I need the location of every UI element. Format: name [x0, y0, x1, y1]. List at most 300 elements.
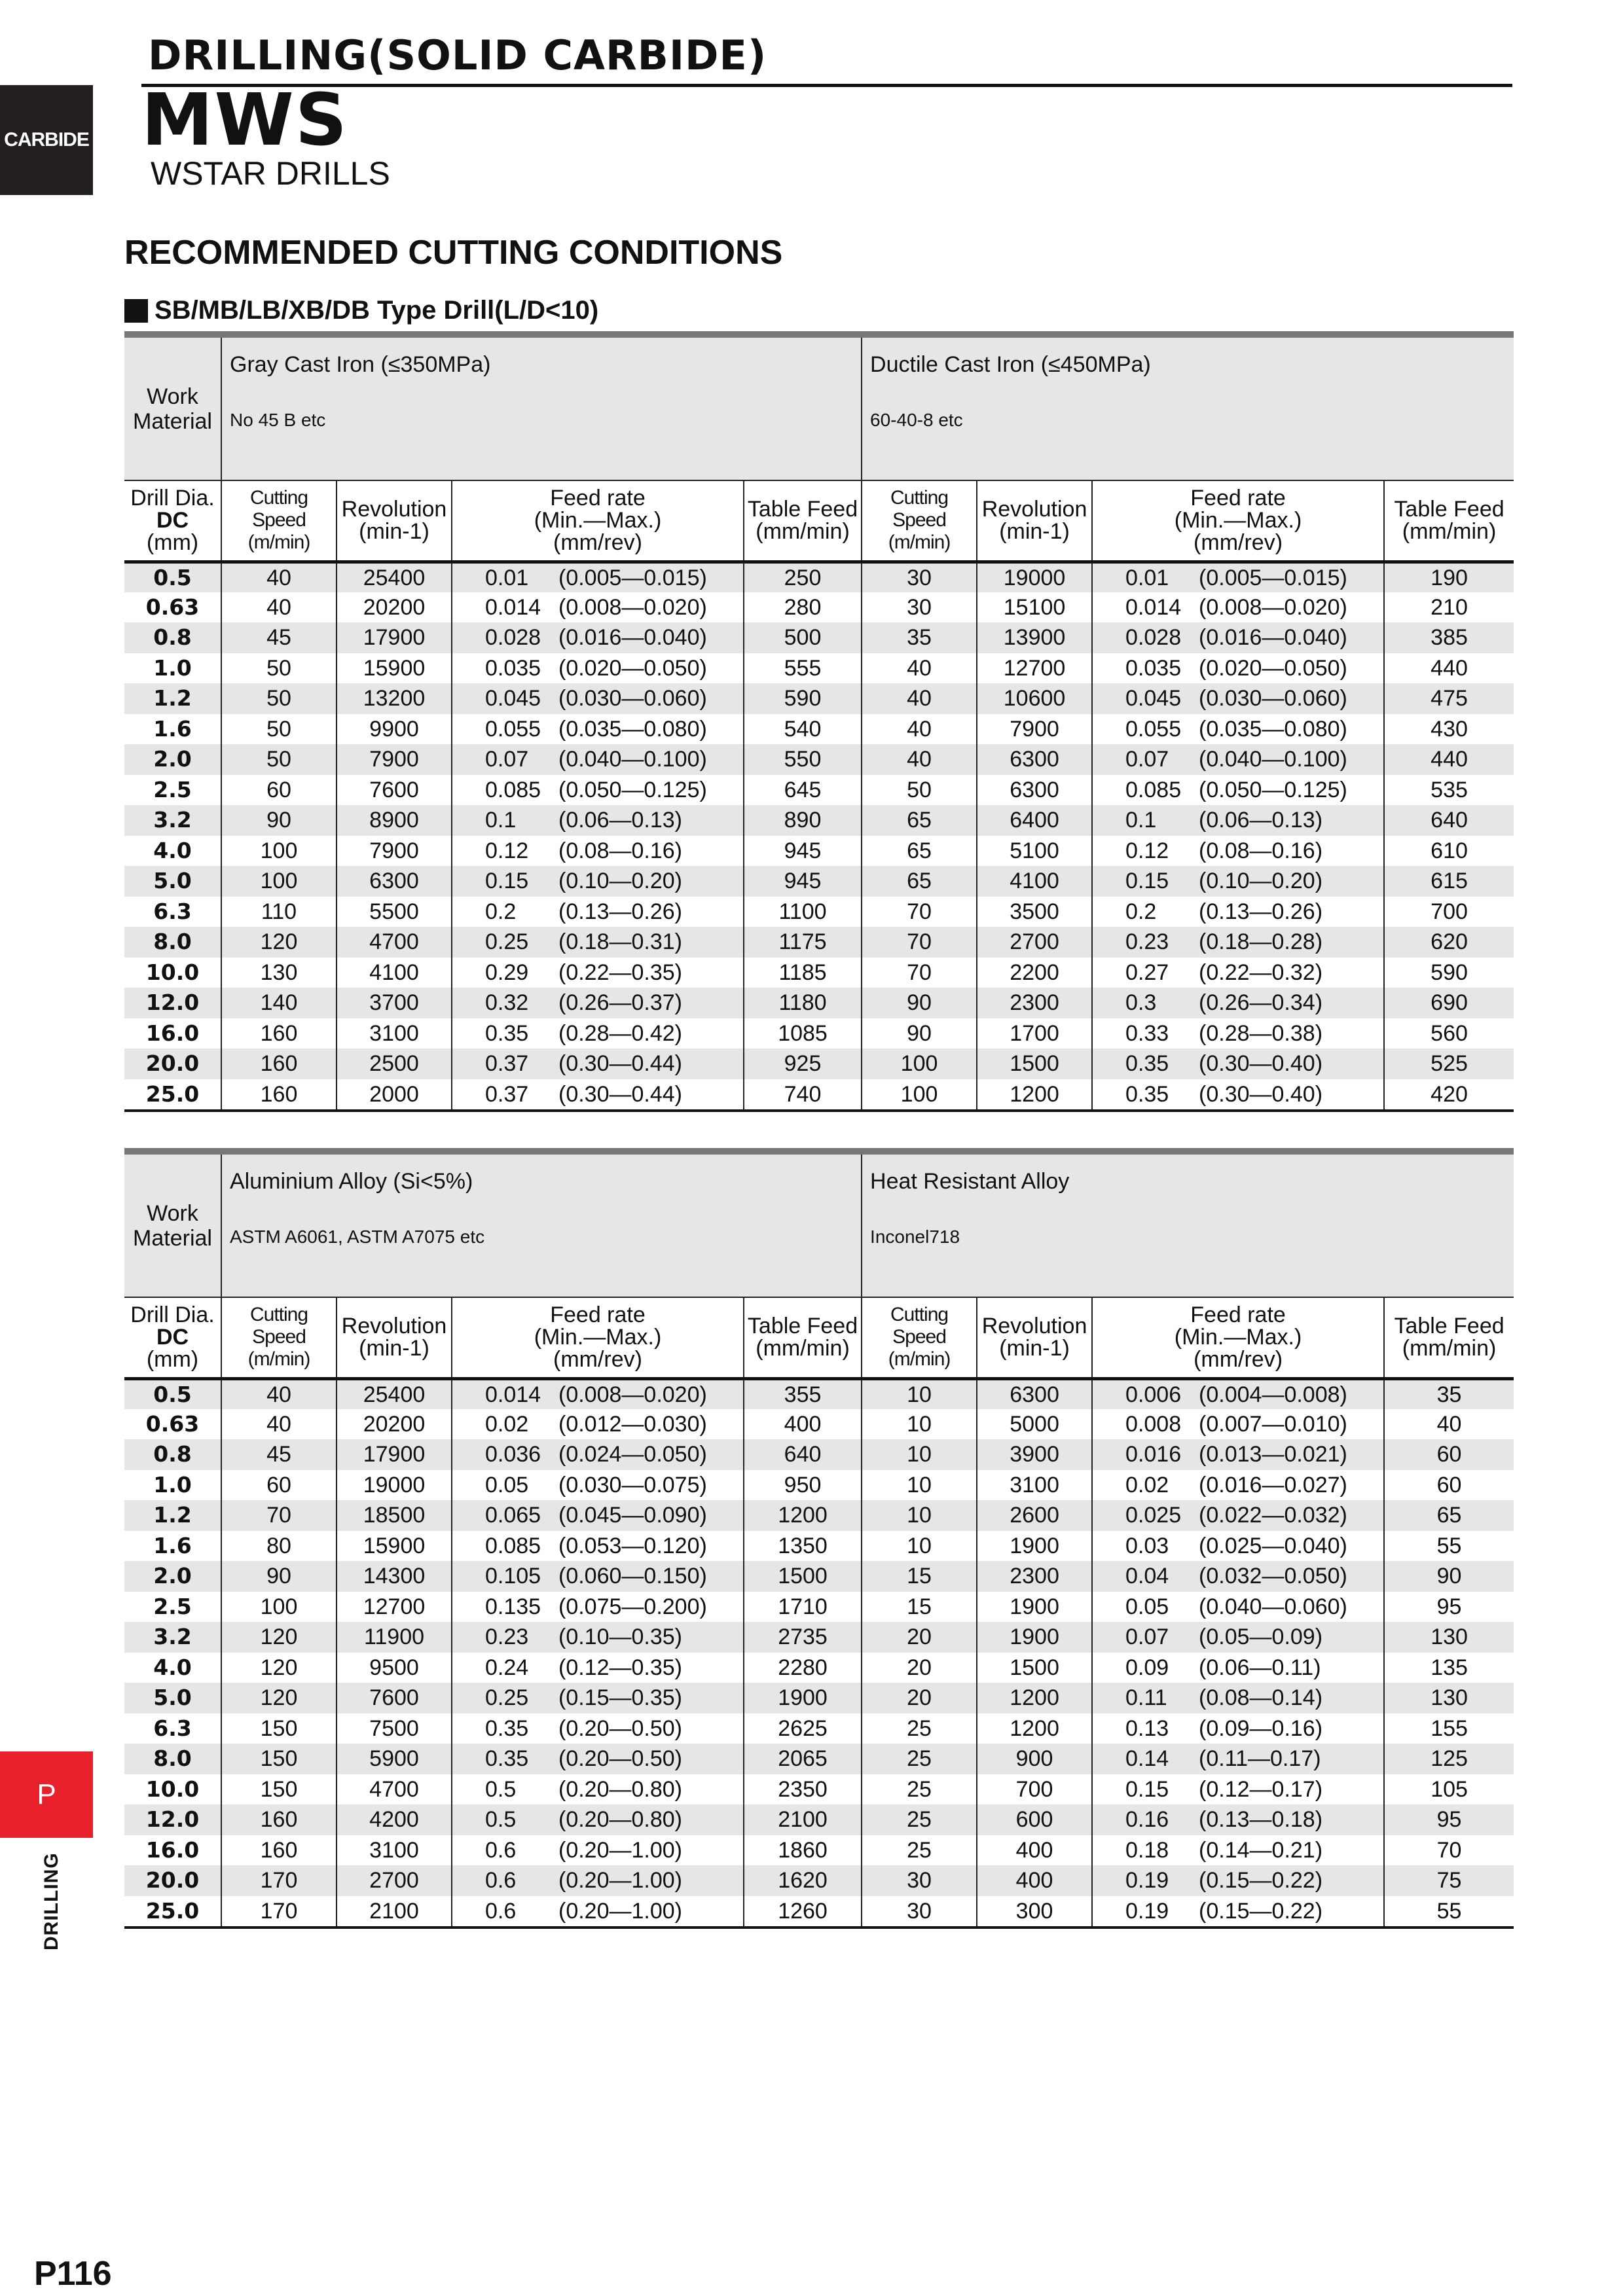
cutting-speed-cell: 10	[862, 1531, 977, 1562]
table-row	[124, 622, 1514, 653]
revolution-cell: 1500	[977, 1049, 1092, 1079]
conditions-table	[124, 338, 1514, 1109]
material-example: ASTM A6061, ASTM A7075 etc	[230, 1227, 485, 1247]
table-feed-header	[744, 1297, 862, 1378]
feed-rate-range: (0.22—0.35)	[558, 960, 682, 985]
table-row	[124, 1713, 1514, 1744]
feed-rate-value: 0.27	[1125, 960, 1169, 985]
feed-rate-value: 0.14	[1125, 1746, 1169, 1772]
table-row	[124, 1409, 1514, 1440]
product-code: MWS	[141, 78, 349, 162]
feed-rate-value: 0.055	[485, 716, 541, 742]
table-row	[124, 1079, 1514, 1110]
table-feed-cell: 1175	[744, 927, 862, 958]
table-feed-cell: 615	[1384, 866, 1514, 897]
table-row	[124, 683, 1514, 714]
drill-dia-cell: 25.0	[124, 1079, 221, 1110]
table-bottom-rule	[124, 1109, 1514, 1112]
table-feed-cell: 590	[1431, 960, 1468, 985]
revolution-cell: 15900	[337, 653, 452, 684]
cutting-speed-cell: 30	[862, 592, 977, 623]
feed-rate-range: (0.022—0.032)	[1199, 1503, 1347, 1528]
feed-rate-header-line: (Min.—Max.)	[1174, 508, 1302, 533]
table-feed-cell: 420	[1431, 1081, 1468, 1107]
drill-dia-cell: 8.0	[124, 927, 221, 958]
revolution-cell: 300	[977, 1896, 1092, 1927]
feed-rate-cell	[1092, 1409, 1384, 1440]
cutting-speed-cell: 100	[221, 836, 337, 867]
product-name: WSTAR DRILLS	[151, 155, 390, 192]
feed-rate-range: (0.14—0.21)	[1199, 1837, 1323, 1863]
work-material-row	[124, 338, 1514, 480]
feed-rate-value: 0.37	[485, 1051, 529, 1077]
revolution-cell: 7900	[337, 836, 452, 867]
feed-rate-header-line: Feed rate	[550, 486, 646, 511]
table-feed-cell: 1185	[744, 958, 862, 988]
feed-rate-value: 0.29	[485, 960, 529, 985]
feed-rate-cell	[1092, 927, 1384, 958]
feed-rate-range: (0.15—0.22)	[1199, 1868, 1323, 1893]
feed-rate-value: 0.085	[485, 777, 541, 802]
feed-rate-value: 0.24	[485, 1655, 529, 1680]
feed-rate-value: 0.6	[485, 1898, 517, 1924]
feed-rate-cell	[452, 988, 744, 1018]
table-feed-cell: 155	[1431, 1715, 1468, 1741]
revolution-cell: 25400	[337, 1378, 452, 1409]
table-feed-cell: 1710	[744, 1592, 862, 1623]
feed-rate-header-line: Feed rate	[1190, 1302, 1286, 1328]
feed-rate-cell	[452, 1561, 744, 1592]
revolution-cell: 1200	[977, 1683, 1092, 1713]
feed-rate-cell	[452, 1744, 744, 1774]
revolution-header	[977, 1297, 1092, 1378]
revolution-cell: 4700	[337, 927, 452, 958]
cutting-speed-cell: 15	[862, 1592, 977, 1623]
feed-rate-range: (0.13—0.26)	[1199, 899, 1323, 924]
drill-dia-cell: 1.6	[124, 1531, 221, 1562]
revolution-cell: 14300	[337, 1561, 452, 1592]
revolution-cell: 2300	[977, 1561, 1092, 1592]
table-row	[124, 562, 1514, 592]
feed-rate-range: (0.08—0.16)	[558, 838, 682, 863]
cutting-speed-cell: 70	[862, 958, 977, 988]
feed-rate-range: (0.040—0.100)	[558, 747, 707, 772]
feed-rate-value: 0.008	[1125, 1411, 1182, 1437]
revolution-cell: 9900	[337, 714, 452, 745]
cutting-speed-cell: 45	[221, 622, 337, 653]
feed-rate-range: (0.15—0.35)	[558, 1685, 682, 1711]
feed-rate-value: 0.15	[1125, 869, 1169, 894]
revolution-header	[977, 480, 1092, 562]
table-feed-header-line: (mm/min)	[756, 1336, 850, 1361]
feed-rate-range: (0.13—0.18)	[1199, 1807, 1323, 1833]
feed-rate-cell	[1092, 1622, 1384, 1653]
feed-rate-value: 0.23	[485, 1624, 529, 1650]
feed-rate-cell	[1092, 714, 1384, 745]
revolution-cell: 7500	[337, 1713, 452, 1744]
material-example: No 45 B etc	[230, 410, 326, 430]
cutting-speed-cell: 10	[862, 1409, 977, 1440]
feed-rate-range: (0.12—0.35)	[558, 1655, 682, 1680]
feed-rate-cell	[1092, 683, 1384, 714]
feed-rate-cell	[452, 775, 744, 806]
feed-rate-range: (0.10—0.20)	[1199, 869, 1323, 894]
cutting-speed-cell: 50	[862, 775, 977, 806]
feed-rate-cell	[1092, 1744, 1384, 1774]
table-feed-cell: 500	[744, 622, 862, 653]
feed-rate-header-line: (Min.—Max.)	[534, 508, 662, 533]
drill-dia-cell: 6.3	[124, 1713, 221, 1744]
feed-rate-range: (0.20—0.80)	[558, 1807, 682, 1833]
drill-dia-cell: 0.5	[124, 562, 221, 592]
revolution-cell: 5100	[977, 836, 1092, 867]
cutting-speed-cell: 10	[862, 1439, 977, 1470]
feed-rate-cell	[1092, 1470, 1384, 1501]
table-feed-header-line: (mm/min)	[1402, 519, 1497, 545]
feed-rate-cell	[452, 805, 744, 836]
cutting-speed-cell: 60	[221, 1470, 337, 1501]
feed-rate-header-line: (mm/rev)	[1194, 1347, 1283, 1372]
table-row	[124, 866, 1514, 897]
feed-rate-cell	[1092, 1500, 1384, 1531]
feed-rate-value: 0.036	[485, 1442, 541, 1467]
feed-rate-range: (0.050—0.125)	[1199, 777, 1347, 802]
table-feed-cell: 700	[1431, 899, 1468, 924]
revolution-cell: 400	[977, 1865, 1092, 1896]
revolution-cell: 3700	[337, 988, 452, 1018]
feed-rate-cell	[452, 653, 744, 684]
table-feed-cell: 35	[1384, 1378, 1514, 1409]
material-name: Ductile Cast Iron (≤450MPa)	[870, 352, 1151, 377]
feed-rate-range: (0.06—0.11)	[1199, 1655, 1321, 1680]
feed-rate-value: 0.25	[485, 1685, 529, 1711]
feed-rate-cell	[1092, 958, 1384, 988]
revolution-cell: 3100	[337, 1835, 452, 1866]
feed-rate-cell	[1092, 1653, 1384, 1683]
cutting-speed-cell: 90	[862, 988, 977, 1018]
feed-rate-range: (0.013—0.021)	[1199, 1442, 1347, 1467]
cutting-speed-cell: 130	[221, 958, 337, 988]
feed-rate-value: 0.6	[485, 1868, 517, 1893]
cutting-speed-cell: 160	[221, 1018, 337, 1049]
feed-rate-value: 0.03	[1125, 1533, 1169, 1558]
feed-rate-range: (0.30—0.44)	[558, 1081, 682, 1107]
table-row	[124, 1378, 1514, 1409]
drill-dia-cell: 4.0	[124, 1653, 221, 1683]
feed-rate-value: 0.18	[1125, 1837, 1169, 1863]
feed-rate-value: 0.045	[485, 686, 541, 711]
table-feed-cell: 560	[1431, 1020, 1468, 1046]
feed-rate-range: (0.030—0.060)	[1199, 686, 1347, 711]
table-feed-cell: 640	[1384, 805, 1514, 836]
revolution-cell: 18500	[337, 1500, 452, 1531]
feed-rate-range: (0.20—1.00)	[558, 1837, 682, 1863]
feed-rate-range: (0.13—0.26)	[558, 899, 682, 924]
table-feed-cell: 535	[1431, 777, 1468, 802]
drill-dia-header-line: Drill Dia.	[130, 486, 215, 511]
drill-dia-cell: 5.0	[124, 866, 221, 897]
table-feed-cell: 60	[1384, 1439, 1514, 1470]
feed-rate-header	[1092, 1297, 1384, 1378]
feed-rate-value: 0.1	[485, 808, 517, 833]
table-feed-cell: 645	[744, 775, 862, 806]
table-row	[124, 1653, 1514, 1683]
revolution-cell: 1200	[977, 1079, 1092, 1110]
revolution-cell: 2700	[337, 1865, 452, 1896]
column-header-row	[124, 480, 1514, 562]
table-feed-header-line: Table Feed	[747, 1314, 858, 1339]
feed-rate-cell	[452, 897, 744, 927]
revolution-cell: 2700	[977, 927, 1092, 958]
feed-rate-header-line: (mm/rev)	[553, 1347, 642, 1372]
drill-dia-cell: 0.8	[124, 1439, 221, 1470]
feed-rate-range: (0.008—0.020)	[1199, 594, 1347, 620]
cutting-speed-header-line: (m/min)	[247, 531, 310, 554]
drill-dia-cell: 3.2	[124, 805, 221, 836]
cutting-conditions-table-1	[124, 331, 1514, 1112]
cutting-speed-cell: 20	[862, 1622, 977, 1653]
feed-rate-cell	[1092, 1018, 1384, 1049]
feed-rate-range: (0.15—0.22)	[1199, 1898, 1323, 1924]
revolution-cell: 15100	[977, 592, 1092, 623]
feed-rate-range: (0.05—0.09)	[1199, 1624, 1323, 1650]
revolution-cell: 25400	[337, 562, 452, 592]
table-feed-cell: 125	[1384, 1744, 1514, 1774]
feed-rate-cell	[1092, 1804, 1384, 1835]
cutting-speed-cell: 20	[862, 1653, 977, 1683]
feed-rate-value: 0.085	[485, 1533, 541, 1558]
revolution-cell: 4100	[337, 958, 452, 988]
table-feed-header-line: Table Feed	[1394, 497, 1504, 522]
cutting-speed-cell: 90	[221, 805, 337, 836]
feed-rate-value: 0.016	[1125, 1442, 1182, 1467]
revolution-cell: 5000	[977, 1409, 1092, 1440]
revolution-cell: 4700	[337, 1774, 452, 1805]
feed-rate-cell	[1092, 592, 1384, 623]
revolution-cell: 1900	[977, 1531, 1092, 1562]
drill-dia-cell: 8.0	[124, 1744, 221, 1774]
table-feed-cell: 400	[744, 1409, 862, 1440]
work-material-2	[862, 1155, 1514, 1297]
cutting-speed-cell: 120	[221, 1683, 337, 1713]
drill-dia-cell: 16.0	[124, 1018, 221, 1049]
revolution-cell: 900	[977, 1744, 1092, 1774]
feed-rate-cell	[1092, 1713, 1384, 1744]
table-feed-cell: 620	[1384, 927, 1514, 958]
cutting-speed-header-line: Cutting Speed	[249, 487, 308, 531]
feed-rate-cell	[1092, 1683, 1384, 1713]
drill-dia-cell: 25.0	[124, 1896, 221, 1927]
revolution-cell: 17900	[337, 622, 452, 653]
feed-rate-value: 0.35	[485, 1746, 529, 1772]
feed-rate-value: 0.19	[1125, 1898, 1169, 1924]
cutting-speed-cell: 10	[862, 1500, 977, 1531]
feed-rate-header-line: (mm/rev)	[553, 530, 642, 556]
cutting-speed-cell: 150	[221, 1713, 337, 1744]
revolution-cell: 1900	[977, 1592, 1092, 1623]
feed-rate-cell	[1092, 897, 1384, 927]
table-feed-cell: 210	[1431, 594, 1468, 620]
revolution-cell: 10600	[977, 683, 1092, 714]
drill-dia-header	[124, 1297, 221, 1378]
drill-dia-cell: 2.5	[124, 1592, 221, 1623]
feed-rate-cell	[1092, 1592, 1384, 1623]
section-side-label: DRILLING	[41, 1852, 62, 1950]
feed-rate-cell	[452, 1804, 744, 1835]
cutting-speed-header	[221, 1297, 337, 1378]
cutting-speed-cell: 45	[221, 1439, 337, 1470]
feed-rate-cell	[452, 1018, 744, 1049]
revolution-cell: 2100	[337, 1896, 452, 1927]
cutting-speed-cell: 150	[221, 1774, 337, 1805]
revolution-header-line: Revolution	[981, 497, 1087, 522]
revolution-cell: 700	[977, 1774, 1092, 1805]
feed-rate-value: 0.25	[485, 929, 529, 955]
feed-rate-value: 0.055	[1125, 716, 1182, 742]
feed-rate-value: 0.32	[485, 990, 529, 1016]
table-feed-cell: 40	[1436, 1411, 1462, 1437]
feed-rate-range: (0.024—0.050)	[558, 1442, 707, 1467]
table-feed-cell: 130	[1384, 1622, 1514, 1653]
feed-rate-range: (0.26—0.37)	[558, 990, 682, 1016]
work-material-1	[221, 338, 862, 480]
table-feed-cell: 130	[1384, 1683, 1514, 1713]
feed-rate-cell	[452, 1049, 744, 1079]
cutting-speed-cell: 90	[221, 1561, 337, 1592]
feed-rate-range: (0.09—0.16)	[1199, 1715, 1323, 1741]
cutting-speed-header-line: Cutting Speed	[890, 1304, 949, 1348]
feed-rate-cell	[1092, 805, 1384, 836]
feed-rate-cell	[1092, 1049, 1384, 1079]
feed-rate-cell	[1092, 1561, 1384, 1592]
cutting-speed-cell: 40	[221, 562, 337, 592]
table-feed-header	[1384, 480, 1514, 562]
table-feed-cell: 1500	[744, 1561, 862, 1592]
cutting-speed-cell: 100	[221, 866, 337, 897]
revolution-cell: 19000	[977, 562, 1092, 592]
subsection-title-text: SB/MB/LB/XB/DB Type Drill(L/D<10)	[155, 296, 599, 325]
feed-rate-cell	[1092, 622, 1384, 653]
table-feed-cell: 75	[1384, 1865, 1514, 1896]
feed-rate-value: 0.07	[1125, 1624, 1169, 1650]
table-feed-cell: 1620	[744, 1865, 862, 1896]
feed-rate-value: 0.35	[1125, 1081, 1169, 1107]
feed-rate-cell	[452, 744, 744, 775]
material-example: Inconel718	[870, 1227, 960, 1247]
table-feed-cell: 550	[744, 744, 862, 775]
table-feed-cell: 430	[1431, 716, 1468, 742]
table-row	[124, 1531, 1514, 1562]
revolution-cell: 7600	[337, 1683, 452, 1713]
table-feed-cell: 280	[744, 592, 862, 623]
feed-rate-cell	[1092, 836, 1384, 867]
feed-rate-range: (0.016—0.027)	[1199, 1472, 1347, 1498]
table-feed-cell: 2735	[744, 1622, 862, 1653]
revolution-cell: 1200	[977, 1713, 1092, 1744]
cutting-speed-cell: 30	[862, 1896, 977, 1927]
feed-rate-cell	[452, 1500, 744, 1531]
cutting-speed-cell: 25	[862, 1804, 977, 1835]
material-name: Heat Resistant Alloy	[870, 1169, 1070, 1194]
cutting-speed-cell: 170	[221, 1865, 337, 1896]
feed-rate-range: (0.045—0.090)	[558, 1503, 707, 1528]
table-feed-cell: 90	[1384, 1561, 1514, 1592]
feed-rate-range: (0.10—0.20)	[558, 869, 682, 894]
drill-dia-header-line: Drill Dia.	[130, 1302, 215, 1328]
cutting-speed-cell: 25	[862, 1835, 977, 1866]
feed-rate-cell	[452, 1592, 744, 1623]
feed-rate-value: 0.13	[1125, 1715, 1169, 1741]
feed-rate-range: (0.007—0.010)	[1199, 1411, 1347, 1437]
table-row	[124, 592, 1514, 623]
feed-rate-range: (0.040—0.060)	[1199, 1594, 1347, 1619]
revolution-cell: 2200	[977, 958, 1092, 988]
table-row	[124, 714, 1514, 745]
revolution-cell: 6300	[977, 775, 1092, 806]
feed-rate-range: (0.053—0.120)	[558, 1533, 707, 1558]
feed-rate-value: 0.028	[485, 625, 541, 651]
table-feed-cell: 475	[1384, 683, 1514, 714]
table-feed-cell: 55	[1436, 1533, 1462, 1558]
table-feed-cell: 385	[1384, 622, 1514, 653]
feed-rate-header-line: (mm/rev)	[1194, 530, 1283, 556]
table-feed-header	[744, 480, 862, 562]
revolution-cell: 6300	[337, 866, 452, 897]
table-feed-cell: 70	[1436, 1837, 1462, 1863]
material-name: Aluminium Alloy (Si<5%)	[230, 1169, 473, 1194]
revolution-cell: 4200	[337, 1804, 452, 1835]
revolution-cell: 400	[977, 1835, 1092, 1866]
revolution-header-line: Revolution	[341, 1314, 447, 1339]
table-feed-cell: 950	[744, 1470, 862, 1501]
category-title: DRILLING(SOLID CARBIDE)	[148, 31, 767, 79]
feed-rate-value: 0.07	[485, 747, 529, 772]
drill-dia-cell: 12.0	[124, 988, 221, 1018]
cutting-speed-cell: 25	[862, 1744, 977, 1774]
feed-rate-header-line: (Min.—Max.)	[534, 1325, 662, 1350]
feed-rate-value: 0.105	[485, 1564, 541, 1589]
cutting-speed-cell: 35	[862, 622, 977, 653]
revolution-cell: 6300	[977, 1378, 1092, 1409]
feed-rate-cell	[1092, 1531, 1384, 1562]
cutting-speed-cell: 30	[862, 1865, 977, 1896]
drill-dia-cell: 4.0	[124, 836, 221, 867]
feed-rate-cell	[452, 1439, 744, 1470]
drill-dia-cell: 20.0	[124, 1865, 221, 1896]
section-heading: RECOMMENDED CUTTING CONDITIONS	[124, 234, 783, 272]
cutting-speed-cell: 160	[221, 1049, 337, 1079]
cutting-speed-cell: 50	[221, 744, 337, 775]
table-feed-cell: 555	[744, 653, 862, 684]
feed-rate-cell	[1092, 744, 1384, 775]
feed-rate-range: (0.008—0.020)	[558, 594, 707, 620]
drill-dia-cell: 1.2	[124, 1500, 221, 1531]
feed-rate-range: (0.06—0.13)	[558, 808, 682, 833]
feed-rate-cell	[452, 1653, 744, 1683]
feed-rate-cell	[452, 1622, 744, 1653]
feed-rate-value: 0.09	[1125, 1655, 1169, 1680]
table-row	[124, 1470, 1514, 1501]
feed-rate-range: (0.035—0.080)	[558, 716, 707, 742]
drill-dia-cell: 1.6	[124, 714, 221, 745]
feed-rate-range: (0.040—0.100)	[1199, 747, 1347, 772]
feed-rate-value: 0.5	[485, 1776, 517, 1802]
table-feed-header-line: (mm/min)	[756, 519, 850, 545]
cutting-speed-cell: 40	[862, 714, 977, 745]
table-feed-cell: 890	[744, 805, 862, 836]
cutting-speed-cell: 120	[221, 1622, 337, 1653]
table-feed-cell: 1180	[744, 988, 862, 1018]
